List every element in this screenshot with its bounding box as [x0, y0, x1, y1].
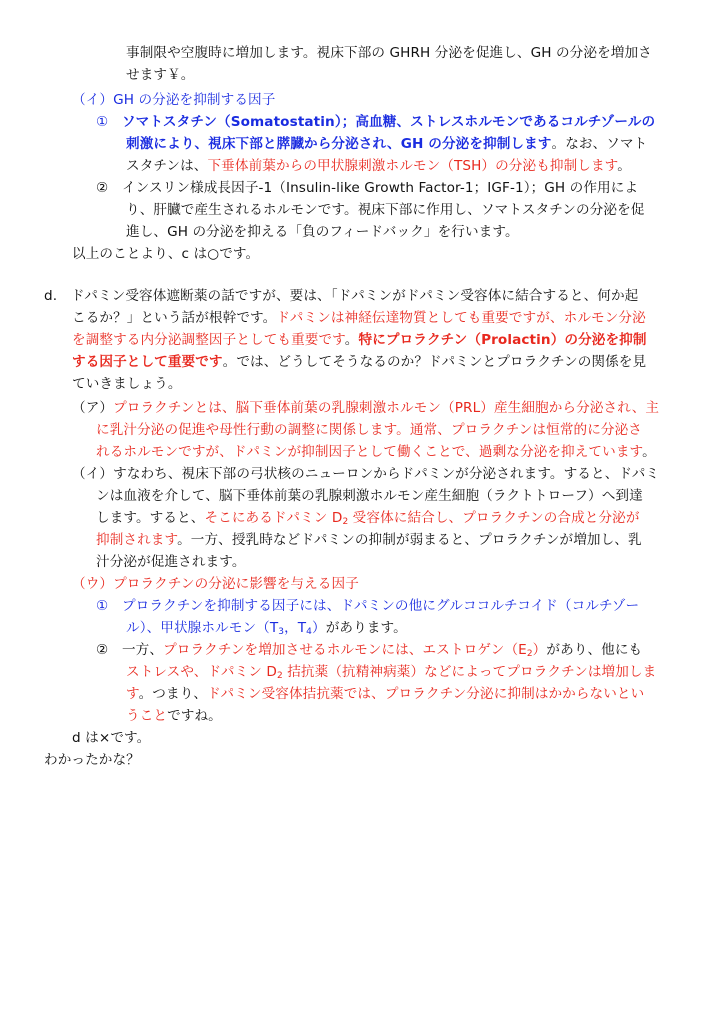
text-run: 。つまり、 [138, 686, 208, 702]
text-run: スタチンは、 [126, 158, 208, 174]
text-line [72, 399, 659, 417]
text-run: に乳汁分泌の促進や母性行動の調整に関係します。通常、プロラクチンは恒常的に分泌さ [96, 422, 642, 438]
text-run: 進し、GH の分泌を抑える「負のフィードバック」を行います。 [126, 224, 519, 240]
text-run: プロラクチンとは、脳下垂体前葉の乳腺刺激ホルモン（PRL）産生細胞から分泌され、主 [113, 400, 660, 416]
text-run: ② インスリン様成長因子-1（Insulin-like Growth Factor-1；IGF-1）；GH の作用によ [96, 180, 639, 196]
text-line [72, 309, 646, 327]
text-line [96, 421, 642, 439]
text-line [126, 201, 644, 219]
text-line [72, 353, 646, 371]
text-run: 拮抗薬（抗精神病薬）などによってプロラクチンは増加しま [282, 664, 657, 680]
text-run: ですね。 [167, 708, 222, 724]
text-run: d. ドパミン受容体遮断薬の話ですが、要は、「ドパミンがドパミン受容体に結合すると、何か起 [44, 288, 639, 304]
text-line [72, 331, 647, 349]
text-run: 特にプロラクチン（Prolactin）の分泌を抑制 [358, 332, 647, 348]
text-run: す [126, 686, 139, 702]
text-run: ソマトスタチン（Somatostatin）；高血糖、ストレスホルモンであるコルチゾールの [121, 114, 656, 130]
text-line [126, 66, 194, 84]
subscript: 2 [342, 517, 349, 527]
text-run: （イ）GH の分泌を抑制する因子 [72, 92, 276, 108]
text-line [96, 531, 642, 549]
text-line [44, 287, 638, 305]
text-run: を調整する内分泌調整因子としても重要です [72, 332, 345, 348]
subscript: 3 [278, 627, 285, 637]
text-line [126, 135, 647, 153]
text-run: 受容体に結合し、プロラクチンの合成と分泌が [348, 510, 640, 526]
text-run: （イ）すなわち、視床下部の弓状核のニューロンからドパミンが分泌されます。すると、ドパミ [72, 466, 660, 482]
text-line [126, 44, 652, 62]
text-run: します。すると、 [96, 510, 205, 526]
text-run: があり、他にも [546, 642, 643, 658]
text-run: 。なお、ソマト [551, 136, 648, 152]
text-line [96, 597, 639, 615]
text-run: 汁分泌が促進されます。 [96, 554, 246, 570]
text-line [96, 509, 640, 527]
text-run: ① [96, 598, 122, 614]
text-run: うこと [126, 708, 168, 724]
text-run: ていきましょう。 [72, 376, 182, 392]
text-line [96, 641, 642, 659]
text-run: ドパミン受容体拮抗薬では、プロラクチン分泌に抑制はかからないとい [207, 686, 645, 702]
text-run: 以上のことより、c は○です。 [72, 246, 260, 262]
text-run: があります。 [325, 620, 407, 636]
text-run: ） [312, 620, 326, 636]
text-line [72, 729, 150, 747]
text-run: り、肝臓で産生されるホルモンです。視床下部に作用し、ソマトスタチンの分泌を促 [126, 202, 645, 218]
text-run: ドパミンは神経伝達物質としても重要ですが、ホルモン分泌 [276, 310, 646, 326]
text-line [126, 619, 407, 637]
text-line [96, 487, 643, 505]
text-run: わかったかな？ [44, 752, 140, 768]
text-run: 。では、どうしてそうなるのか？ドパミンとプロラクチンの関係を見 [222, 354, 647, 370]
text-line [96, 113, 655, 131]
text-run: 。 [617, 158, 631, 174]
text-line [72, 465, 659, 483]
text-run: ル）、甲状腺ホルモン（T [126, 620, 279, 636]
text-run: そこにあるドパミン D [204, 510, 343, 526]
text-line [126, 685, 644, 703]
text-run: せます￥。 [126, 67, 195, 83]
text-line [96, 179, 638, 197]
text-run: d は×です。 [72, 730, 151, 746]
text-run: ストレスや、ドパミン D [126, 664, 277, 680]
text-run: こるか？」という話が根幹です。 [72, 310, 277, 326]
text-run: （ウ）プロラクチンの分泌に影響を与える因子 [72, 576, 359, 592]
text-run: ） [532, 642, 547, 658]
text-run: プロラクチンを増加させるホルモンには、エストロゲン（E [163, 642, 527, 658]
text-run: 下垂体前葉からの甲状腺刺激ホルモン（TSH）の分泌も抑制します [207, 158, 618, 174]
text-line [72, 91, 275, 109]
text-run: ，T [284, 620, 307, 636]
text-line [126, 157, 631, 175]
text-run: 。 [642, 444, 656, 460]
text-line [126, 223, 519, 241]
text-run: （ア） [72, 400, 114, 416]
text-line [126, 663, 656, 681]
text-run: ンは血液を介して、脳下垂体前葉の乳腺刺激ホルモン産生細胞（ラクトトローフ）へ到達 [96, 488, 643, 504]
text-run: ② 一方、 [96, 642, 164, 658]
subscript: 2 [276, 671, 283, 681]
text-line [72, 245, 259, 263]
subscript: 4 [306, 627, 312, 637]
text-run: ① [96, 114, 122, 130]
text-run: れるホルモンですが、ドパミンが抑制因子として働くことで、過剰な分泌を抑えています [96, 444, 643, 460]
text-run: 。一方、授乳時などドパミンの抑制が弱まると、プロラクチンが増加し、乳 [177, 532, 642, 548]
text-line [44, 751, 140, 769]
text-run: 。 [344, 332, 359, 348]
text-run: 事制限や空腹時に増加します。視床下部の GHRH 分泌を促進し、GH の分泌を増加さ [126, 45, 652, 61]
text-line [72, 575, 359, 593]
text-line [96, 553, 246, 571]
text-line [72, 375, 182, 393]
text-line [96, 443, 656, 461]
text-line [126, 707, 222, 725]
text-run: する因子として重要です [72, 354, 223, 370]
text-run: 抑制されます [96, 532, 178, 548]
text-run: プロラクチンを抑制する因子には、ドパミンの他にグルココルチコイド（コルチゾー [121, 598, 640, 614]
text-run: 刺激により、視床下部と膵臓から分泌され、GH の分泌を抑制します [126, 136, 552, 152]
subscript: 2 [526, 649, 533, 659]
